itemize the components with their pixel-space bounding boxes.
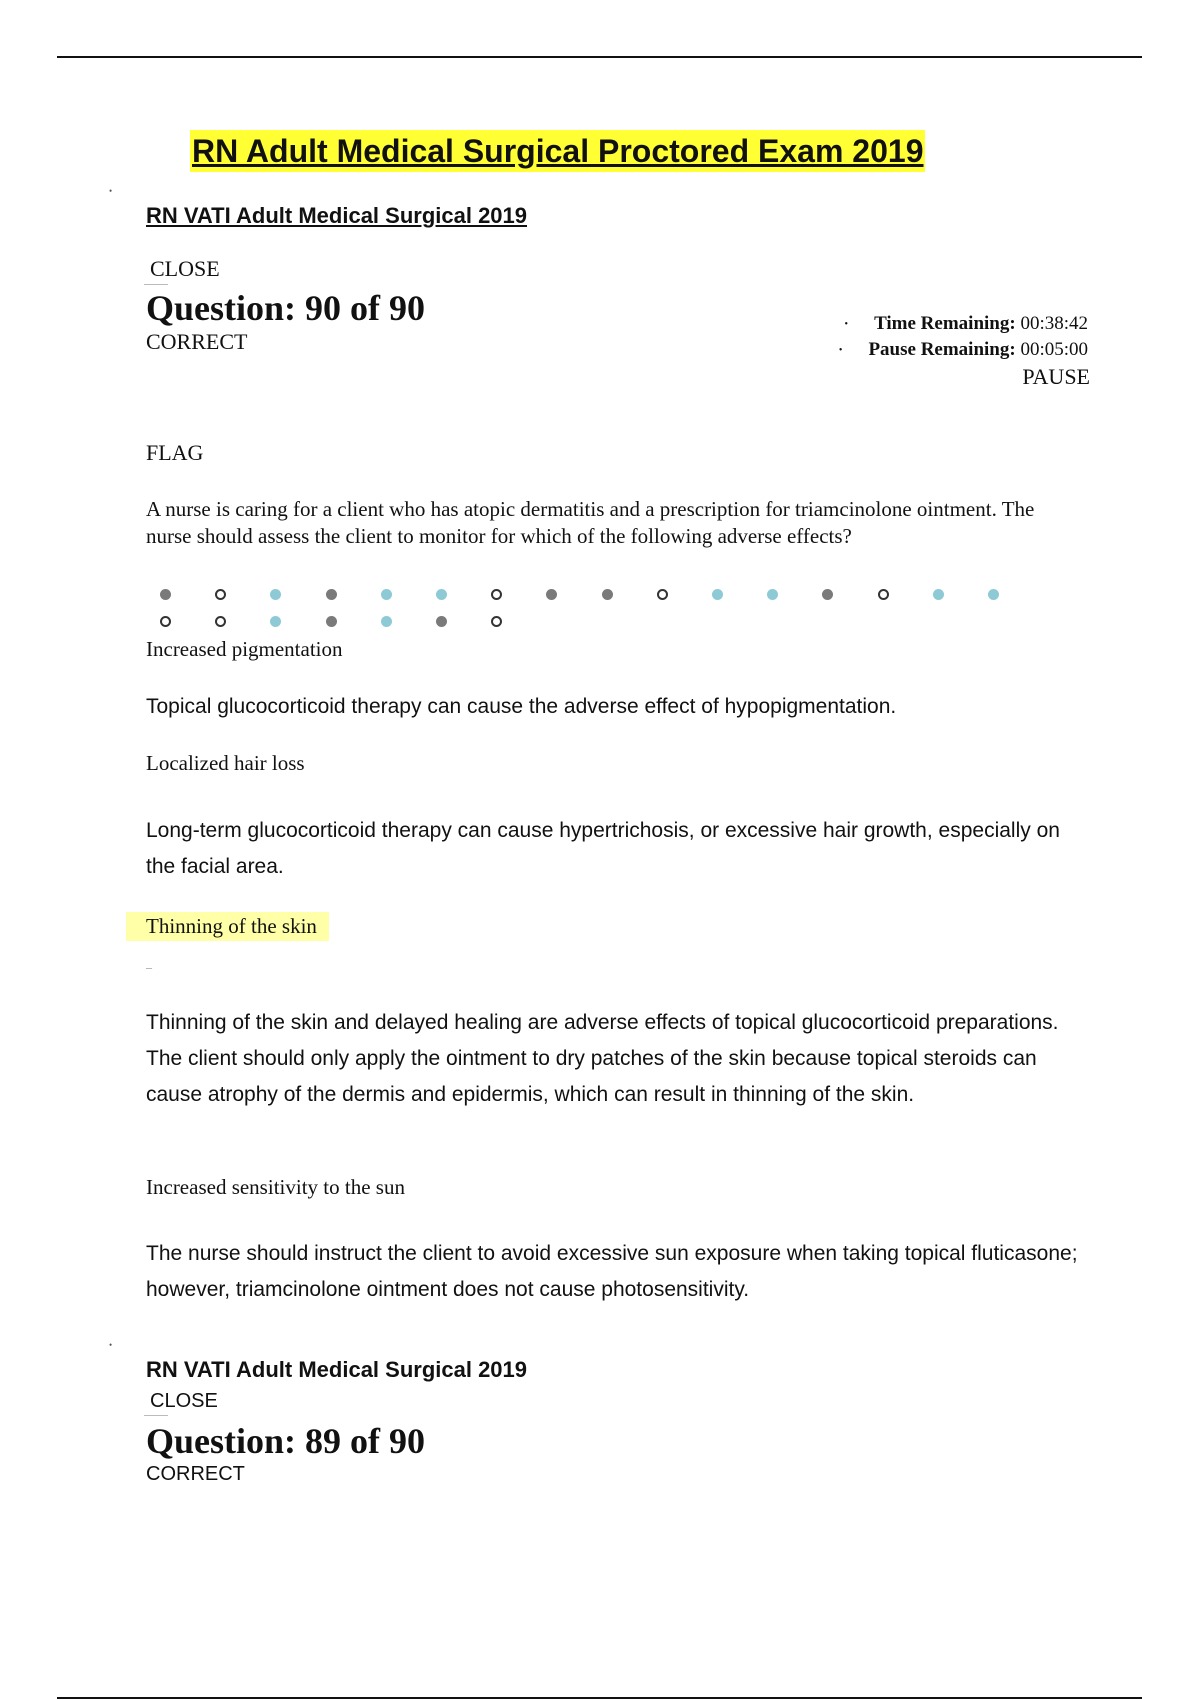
- nav-dot[interactable]: [160, 616, 171, 627]
- nav-dot[interactable]: [270, 589, 281, 600]
- pause-button[interactable]: PAUSE: [1022, 364, 1090, 389]
- answer-option-correct[interactable]: Thinning of the skin: [126, 912, 329, 941]
- nav-dot[interactable]: [657, 589, 668, 600]
- time-remaining: [845, 313, 1088, 335]
- list-bullet: •: [109, 1340, 113, 1350]
- pause-remaining-label: Pause Remaining:: [868, 339, 1016, 360]
- nav-dot[interactable]: [326, 589, 337, 600]
- top-rule: [57, 56, 1142, 58]
- flag-button[interactable]: FLAG: [146, 440, 204, 465]
- option-rationale: Thinning of the skin and delayed healing are adverse effects of topical glucocorticoid preparations. The client should only apply the ointment to dry patches of the skin because topical steroids can cause atrophy of the dermis and epidermis, which can result in thinning of the skin.: [146, 1011, 1059, 1106]
- nav-dot[interactable]: [436, 616, 447, 627]
- divider-dash: –: [146, 960, 152, 974]
- document-title: RN Adult Medical Surgical Proctored Exam 2019: [190, 130, 925, 172]
- nav-dot[interactable]: [878, 589, 889, 600]
- list-bullet: •: [109, 186, 113, 196]
- nav-dot[interactable]: [215, 616, 226, 627]
- time-remaining-value: 00:38:42: [1020, 313, 1088, 334]
- nav-dot[interactable]: [933, 589, 944, 600]
- nav-dot[interactable]: [215, 589, 226, 600]
- answer-option[interactable]: Increased pigmentation: [146, 637, 343, 661]
- nav-dot[interactable]: [436, 589, 447, 600]
- nav-dot[interactable]: [160, 589, 171, 600]
- bottom-rule: [57, 1697, 1142, 1699]
- answer-status: CORRECT: [146, 329, 248, 354]
- nav-dot[interactable]: [381, 616, 392, 627]
- nav-dot[interactable]: [988, 589, 999, 600]
- question-heading: Question: 89 of 90: [146, 1421, 425, 1461]
- nav-dot[interactable]: [767, 589, 778, 600]
- nav-dot[interactable]: [326, 616, 337, 627]
- option-rationale: The nurse should instruct the client to avoid excessive sun exposure when taking topical fluticasone; however, triamcinolone ointment does not cause photosensitivity.: [146, 1242, 1078, 1301]
- answer-option[interactable]: Localized hair loss: [146, 751, 305, 775]
- option-rationale: Long-term glucocorticoid therapy can cause hypertrichosis, or excessive hair growth, especially on the facial area.: [146, 819, 1060, 878]
- bullet-icon: •: [844, 319, 849, 331]
- nav-dot[interactable]: [712, 589, 723, 600]
- nav-dot[interactable]: [822, 589, 833, 600]
- time-remaining-label: Time Remaining:: [874, 313, 1016, 334]
- close-button[interactable]: CLOSE: [150, 256, 220, 281]
- close-button[interactable]: CLOSE: [150, 1390, 218, 1412]
- nav-dot[interactable]: [491, 589, 502, 600]
- nav-dot[interactable]: [602, 589, 613, 600]
- nav-dot[interactable]: [270, 616, 281, 627]
- option-rationale: Topical glucocorticoid therapy can cause the adverse effect of hypopigmentation.: [146, 695, 897, 718]
- bullet-icon: •: [838, 345, 843, 357]
- nav-dot[interactable]: [546, 589, 557, 600]
- nav-dot[interactable]: [491, 616, 502, 627]
- exam-name: RN VATI Adult Medical Surgical 2019: [146, 1357, 528, 1382]
- pause-remaining-value: 00:05:00: [1020, 339, 1088, 360]
- exam-name: RN VATI Adult Medical Surgical 2019: [146, 203, 528, 228]
- answer-option[interactable]: Increased sensitivity to the sun: [146, 1175, 405, 1199]
- nav-dot[interactable]: [381, 589, 392, 600]
- answer-status: CORRECT: [146, 1463, 245, 1485]
- pause-remaining: [839, 339, 1088, 361]
- question-stem: A nurse is caring for a client who has atopic dermatitis and a prescription for triamcinolone ointment. The nurse should assess the client to monitor for which of the following adverse effects?: [146, 497, 1035, 548]
- question-heading: Question: 90 of 90: [146, 288, 425, 328]
